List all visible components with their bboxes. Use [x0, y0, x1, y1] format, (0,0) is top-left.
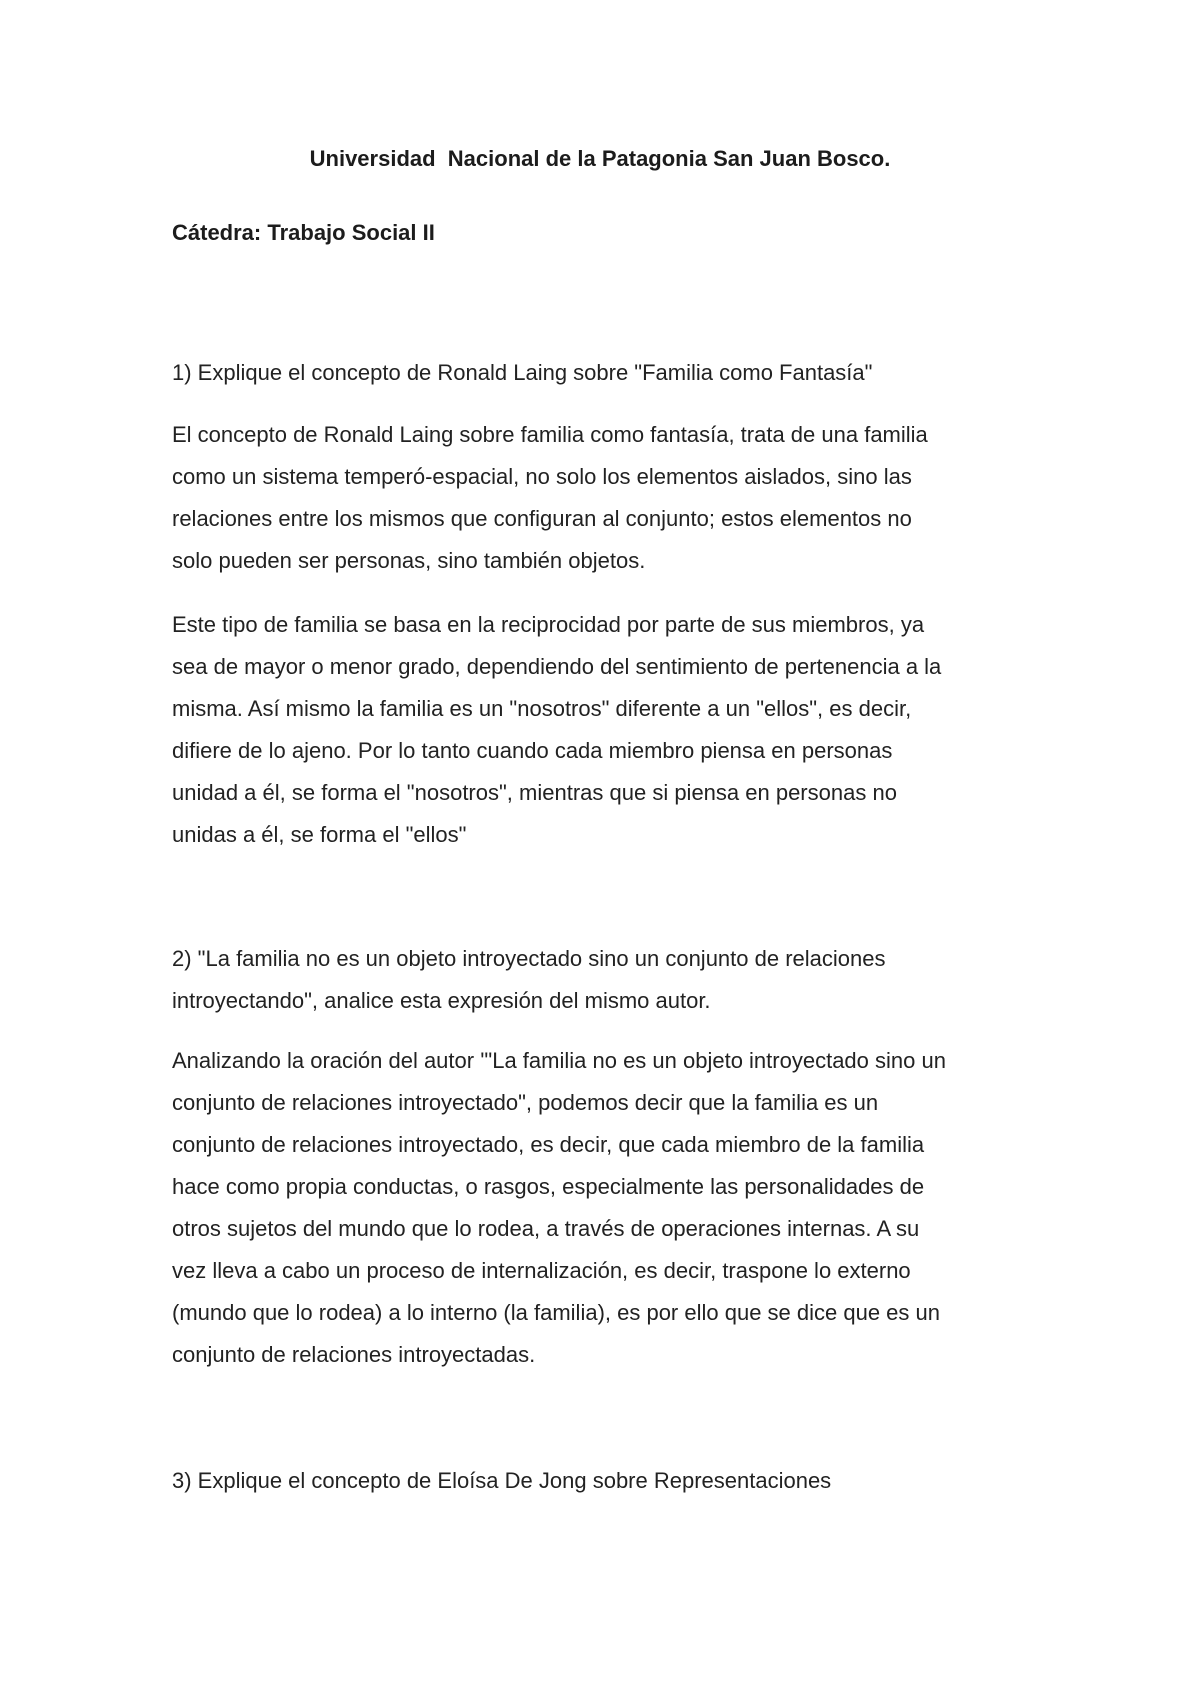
- question-2-line: 2) "La familia no es un objeto introyectado sino un conjunto de relaciones: [172, 946, 886, 971]
- question-2-line: introyectando", analice esta expresión del mismo autor.: [172, 988, 711, 1013]
- paragraph-line: conjunto de relaciones introyectadas.: [172, 1342, 536, 1367]
- question-3-line: 3) Explique el concepto de Eloísa De Jong sobre Representaciones: [172, 1468, 832, 1493]
- question-1-line: 1) Explique el concepto de Ronald Laing sobre "Familia como Fantasía": [172, 360, 873, 385]
- question-3: [172, 1460, 1042, 1502]
- paragraph-line: como un sistema temperó-espacial, no solo los elementos aislados, sino las: [172, 464, 912, 489]
- paragraph-line: unidad a él, se forma el "nosotros", mientras que si piensa en personas no: [172, 780, 897, 805]
- paragraph-line: (mundo que lo rodea) a lo interno (la familia), es por ello que se dice que es un: [172, 1300, 941, 1325]
- paragraph-line: conjunto de relaciones introyectado, es decir, que cada miembro de la familia: [172, 1132, 925, 1157]
- question-1: [172, 352, 1042, 394]
- course-heading: Cátedra: Trabajo Social II: [172, 220, 435, 245]
- paragraph-line: sea de mayor o menor grado, dependiendo del sentimiento de pertenencia a la: [172, 654, 942, 679]
- paragraph-line: difiere de lo ajeno. Por lo tanto cuando cada miembro piensa en personas: [172, 738, 893, 763]
- paragraph-line: hace como propia conductas, o rasgos, especialmente las personalidades de: [172, 1174, 925, 1199]
- paragraph-line: otros sujetos del mundo que lo rodea, a través de operaciones internas. A su: [172, 1216, 920, 1241]
- answer-1-paragraph-1: [172, 414, 1042, 582]
- paragraph-line: conjunto de relaciones introyectado", podemos decir que la familia es un: [172, 1090, 879, 1115]
- paragraph-line: misma. Así mismo la familia es un "nosotros" diferente a un "ellos", es decir,: [172, 696, 912, 721]
- paragraph-line: El concepto de Ronald Laing sobre familia como fantasía, trata de una familia: [172, 422, 928, 447]
- paragraph-line: unidas a él, se forma el "ellos": [172, 822, 467, 847]
- paragraph-line: relaciones entre los mismos que configuran al conjunto; estos elementos no: [172, 506, 912, 531]
- paragraph-line: vez lleva a cabo un proceso de internalización, es decir, traspone lo externo: [172, 1258, 911, 1283]
- answer-1-paragraph-2: [172, 604, 1042, 856]
- paragraph-line: solo pueden ser personas, sino también objetos.: [172, 548, 646, 573]
- paragraph-line: Analizando la oración del autor '"La familia no es un objeto introyectado sino un: [172, 1048, 946, 1073]
- question-2: [172, 938, 1042, 1022]
- document-title: Universidad Nacional de la Patagonia San Juan Bosco.: [309, 146, 891, 171]
- answer-2-paragraph-1: [172, 1040, 1042, 1376]
- paragraph-line: Este tipo de familia se basa en la reciprocidad por parte de sus miembros, ya: [172, 612, 925, 637]
